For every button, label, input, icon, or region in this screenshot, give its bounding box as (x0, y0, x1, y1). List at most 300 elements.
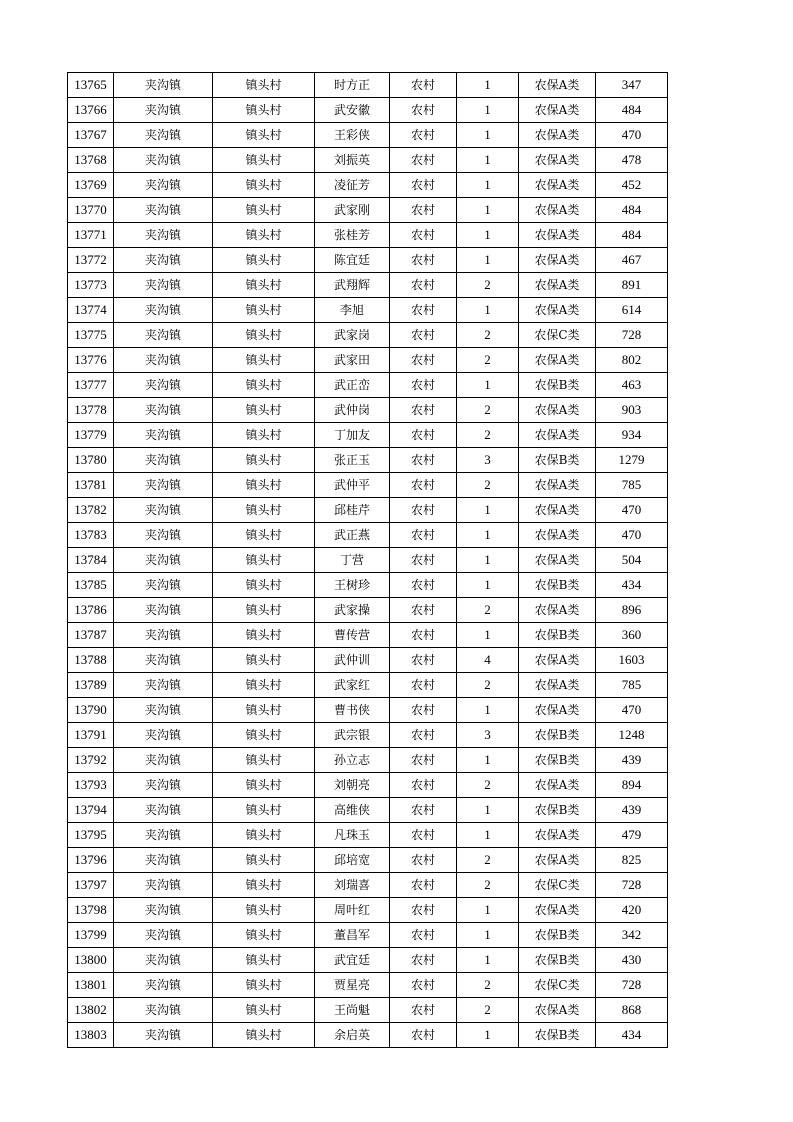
cell-town: 夹沟镇 (114, 873, 213, 898)
cell-name: 武家红 (315, 673, 390, 698)
cell-town: 夹沟镇 (114, 223, 213, 248)
cell-town: 夹沟镇 (114, 698, 213, 723)
cell-name: 邱培宽 (315, 848, 390, 873)
cell-amount: 1248 (596, 723, 668, 748)
cell-household-count: 1 (457, 73, 519, 98)
cell-amount: 470 (596, 498, 668, 523)
cell-row-id: 13796 (68, 848, 114, 873)
cell-area-type: 农村 (390, 698, 457, 723)
cell-village: 镇头村 (213, 698, 315, 723)
cell-household-count: 1 (457, 898, 519, 923)
cell-household-count: 1 (457, 123, 519, 148)
cell-area-type: 农村 (390, 598, 457, 623)
cell-household-count: 2 (457, 398, 519, 423)
cell-area-type: 农村 (390, 648, 457, 673)
cell-name: 武家操 (315, 598, 390, 623)
cell-household-count: 1 (457, 798, 519, 823)
cell-row-id: 13777 (68, 373, 114, 398)
cell-amount: 894 (596, 773, 668, 798)
cell-village: 镇头村 (213, 673, 315, 698)
cell-name: 丁营 (315, 548, 390, 573)
cell-name: 曹传营 (315, 623, 390, 648)
cell-name: 武安徽 (315, 98, 390, 123)
cell-town: 夹沟镇 (114, 898, 213, 923)
cell-name: 李旭 (315, 298, 390, 323)
table-row (68, 998, 668, 1023)
cell-area-type: 农村 (390, 448, 457, 473)
cell-insurance-category: 农保A类 (519, 998, 596, 1023)
cell-insurance-category: 农保A类 (519, 823, 596, 848)
cell-household-count: 2 (457, 873, 519, 898)
cell-town: 夹沟镇 (114, 248, 213, 273)
cell-amount: 1603 (596, 648, 668, 673)
table-row (68, 423, 668, 448)
cell-amount: 470 (596, 523, 668, 548)
table-row (68, 623, 668, 648)
cell-village: 镇头村 (213, 198, 315, 223)
cell-area-type: 农村 (390, 148, 457, 173)
table-row (68, 473, 668, 498)
cell-household-count: 4 (457, 648, 519, 673)
cell-row-id: 13774 (68, 298, 114, 323)
cell-area-type: 农村 (390, 198, 457, 223)
cell-row-id: 13794 (68, 798, 114, 823)
cell-household-count: 1 (457, 373, 519, 398)
cell-town: 夹沟镇 (114, 98, 213, 123)
cell-area-type: 农村 (390, 923, 457, 948)
cell-insurance-category: 农保A类 (519, 773, 596, 798)
cell-area-type: 农村 (390, 823, 457, 848)
cell-amount: 430 (596, 948, 668, 973)
cell-amount: 614 (596, 298, 668, 323)
table-row (68, 123, 668, 148)
cell-name: 高维侠 (315, 798, 390, 823)
cell-area-type: 农村 (390, 423, 457, 448)
cell-area-type: 农村 (390, 898, 457, 923)
cell-village: 镇头村 (213, 923, 315, 948)
cell-town: 夹沟镇 (114, 348, 213, 373)
table-row (68, 498, 668, 523)
cell-town: 夹沟镇 (114, 923, 213, 948)
cell-row-id: 13786 (68, 598, 114, 623)
cell-amount: 785 (596, 673, 668, 698)
table-row (68, 323, 668, 348)
cell-household-count: 1 (457, 548, 519, 573)
cell-village: 镇头村 (213, 573, 315, 598)
table-row (68, 448, 668, 473)
table-row (68, 298, 668, 323)
cell-household-count: 2 (457, 598, 519, 623)
data-table (67, 72, 668, 1048)
cell-area-type: 农村 (390, 1023, 457, 1048)
cell-area-type: 农村 (390, 873, 457, 898)
cell-amount: 479 (596, 823, 668, 848)
cell-area-type: 农村 (390, 273, 457, 298)
cell-town: 夹沟镇 (114, 473, 213, 498)
cell-row-id: 13797 (68, 873, 114, 898)
cell-row-id: 13791 (68, 723, 114, 748)
cell-row-id: 13779 (68, 423, 114, 448)
cell-area-type: 农村 (390, 748, 457, 773)
cell-area-type: 农村 (390, 473, 457, 498)
cell-amount: 934 (596, 423, 668, 448)
cell-area-type: 农村 (390, 948, 457, 973)
cell-village: 镇头村 (213, 373, 315, 398)
cell-village: 镇头村 (213, 623, 315, 648)
table-row (68, 273, 668, 298)
cell-household-count: 3 (457, 448, 519, 473)
cell-village: 镇头村 (213, 348, 315, 373)
cell-row-id: 13770 (68, 198, 114, 223)
cell-insurance-category: 农保A类 (519, 148, 596, 173)
table-row (68, 723, 668, 748)
cell-name: 余启英 (315, 1023, 390, 1048)
cell-amount: 434 (596, 573, 668, 598)
cell-amount: 434 (596, 1023, 668, 1048)
cell-household-count: 2 (457, 323, 519, 348)
cell-insurance-category: 农保A类 (519, 698, 596, 723)
cell-insurance-category: 农保B类 (519, 923, 596, 948)
cell-row-id: 13767 (68, 123, 114, 148)
cell-village: 镇头村 (213, 998, 315, 1023)
cell-town: 夹沟镇 (114, 423, 213, 448)
cell-village: 镇头村 (213, 398, 315, 423)
cell-amount: 868 (596, 998, 668, 1023)
cell-insurance-category: 农保A类 (519, 273, 596, 298)
cell-amount: 347 (596, 73, 668, 98)
cell-name: 孙立志 (315, 748, 390, 773)
cell-village: 镇头村 (213, 723, 315, 748)
table-row (68, 548, 668, 573)
cell-name: 武家田 (315, 348, 390, 373)
table-row (68, 73, 668, 98)
cell-household-count: 2 (457, 673, 519, 698)
cell-household-count: 2 (457, 998, 519, 1023)
cell-household-count: 2 (457, 473, 519, 498)
table-row (68, 648, 668, 673)
cell-town: 夹沟镇 (114, 573, 213, 598)
cell-row-id: 13788 (68, 648, 114, 673)
cell-household-count: 1 (457, 623, 519, 648)
cell-village: 镇头村 (213, 148, 315, 173)
cell-town: 夹沟镇 (114, 648, 213, 673)
cell-area-type: 农村 (390, 673, 457, 698)
table-row (68, 148, 668, 173)
cell-name: 周叶红 (315, 898, 390, 923)
table-row (68, 698, 668, 723)
cell-insurance-category: 农保A类 (519, 248, 596, 273)
cell-name: 刘振英 (315, 148, 390, 173)
cell-amount: 452 (596, 173, 668, 198)
cell-area-type: 农村 (390, 98, 457, 123)
table-row (68, 223, 668, 248)
cell-name: 王彩侠 (315, 123, 390, 148)
cell-village: 镇头村 (213, 323, 315, 348)
cell-town: 夹沟镇 (114, 273, 213, 298)
table-row (68, 573, 668, 598)
cell-area-type: 农村 (390, 398, 457, 423)
cell-household-count: 2 (457, 423, 519, 448)
cell-household-count: 1 (457, 573, 519, 598)
cell-area-type: 农村 (390, 798, 457, 823)
cell-village: 镇头村 (213, 223, 315, 248)
cell-amount: 342 (596, 923, 668, 948)
cell-amount: 728 (596, 323, 668, 348)
cell-town: 夹沟镇 (114, 523, 213, 548)
cell-name: 武仲岗 (315, 398, 390, 423)
cell-row-id: 13771 (68, 223, 114, 248)
cell-household-count: 1 (457, 98, 519, 123)
cell-insurance-category: 农保B类 (519, 948, 596, 973)
cell-name: 刘朝亮 (315, 773, 390, 798)
cell-amount: 439 (596, 748, 668, 773)
table-row (68, 398, 668, 423)
cell-insurance-category: 农保A类 (519, 223, 596, 248)
table-row (68, 873, 668, 898)
cell-village: 镇头村 (213, 773, 315, 798)
cell-household-count: 2 (457, 773, 519, 798)
cell-name: 武正燕 (315, 523, 390, 548)
cell-village: 镇头村 (213, 823, 315, 848)
cell-row-id: 13765 (68, 73, 114, 98)
cell-name: 贾星亮 (315, 973, 390, 998)
table-row (68, 373, 668, 398)
cell-amount: 891 (596, 273, 668, 298)
cell-household-count: 1 (457, 948, 519, 973)
cell-row-id: 13785 (68, 573, 114, 598)
cell-insurance-category: 农保C类 (519, 323, 596, 348)
cell-insurance-category: 农保B类 (519, 373, 596, 398)
cell-row-id: 13782 (68, 498, 114, 523)
cell-household-count: 2 (457, 348, 519, 373)
cell-town: 夹沟镇 (114, 823, 213, 848)
cell-village: 镇头村 (213, 473, 315, 498)
cell-name: 董昌军 (315, 923, 390, 948)
cell-name: 武宜廷 (315, 948, 390, 973)
cell-insurance-category: 农保A类 (519, 198, 596, 223)
cell-insurance-category: 农保A类 (519, 173, 596, 198)
cell-name: 武仲训 (315, 648, 390, 673)
cell-insurance-category: 农保A类 (519, 298, 596, 323)
cell-village: 镇头村 (213, 873, 315, 898)
cell-town: 夹沟镇 (114, 948, 213, 973)
cell-village: 镇头村 (213, 423, 315, 448)
table-body (68, 73, 668, 1048)
cell-village: 镇头村 (213, 973, 315, 998)
cell-name: 丁加友 (315, 423, 390, 448)
cell-town: 夹沟镇 (114, 148, 213, 173)
cell-village: 镇头村 (213, 98, 315, 123)
cell-amount: 903 (596, 398, 668, 423)
cell-area-type: 农村 (390, 773, 457, 798)
cell-name: 刘瑞喜 (315, 873, 390, 898)
cell-amount: 728 (596, 873, 668, 898)
cell-insurance-category: 农保A类 (519, 898, 596, 923)
cell-name: 武宗银 (315, 723, 390, 748)
table-row (68, 198, 668, 223)
table-row (68, 673, 668, 698)
cell-village: 镇头村 (213, 248, 315, 273)
cell-row-id: 13800 (68, 948, 114, 973)
cell-amount: 484 (596, 223, 668, 248)
cell-village: 镇头村 (213, 648, 315, 673)
cell-name: 凡珠玉 (315, 823, 390, 848)
cell-village: 镇头村 (213, 798, 315, 823)
cell-area-type: 农村 (390, 248, 457, 273)
cell-name: 曹书侠 (315, 698, 390, 723)
cell-amount: 470 (596, 123, 668, 148)
table-row (68, 348, 668, 373)
cell-insurance-category: 农保A类 (519, 423, 596, 448)
cell-town: 夹沟镇 (114, 748, 213, 773)
cell-insurance-category: 农保C类 (519, 973, 596, 998)
cell-amount: 478 (596, 148, 668, 173)
cell-village: 镇头村 (213, 173, 315, 198)
cell-area-type: 农村 (390, 348, 457, 373)
cell-insurance-category: 农保B类 (519, 448, 596, 473)
cell-village: 镇头村 (213, 548, 315, 573)
table-row (68, 773, 668, 798)
cell-area-type: 农村 (390, 848, 457, 873)
cell-town: 夹沟镇 (114, 973, 213, 998)
cell-town: 夹沟镇 (114, 398, 213, 423)
cell-village: 镇头村 (213, 748, 315, 773)
cell-insurance-category: 农保A类 (519, 848, 596, 873)
cell-town: 夹沟镇 (114, 673, 213, 698)
cell-row-id: 13776 (68, 348, 114, 373)
cell-row-id: 13801 (68, 973, 114, 998)
cell-row-id: 13772 (68, 248, 114, 273)
cell-row-id: 13793 (68, 773, 114, 798)
cell-insurance-category: 农保A类 (519, 598, 596, 623)
cell-amount: 439 (596, 798, 668, 823)
cell-row-id: 13799 (68, 923, 114, 948)
table-row (68, 248, 668, 273)
cell-village: 镇头村 (213, 73, 315, 98)
cell-town: 夹沟镇 (114, 623, 213, 648)
cell-town: 夹沟镇 (114, 723, 213, 748)
cell-town: 夹沟镇 (114, 798, 213, 823)
cell-row-id: 13766 (68, 98, 114, 123)
cell-village: 镇头村 (213, 1023, 315, 1048)
cell-village: 镇头村 (213, 948, 315, 973)
cell-insurance-category: 农保A类 (519, 73, 596, 98)
cell-amount: 463 (596, 373, 668, 398)
cell-insurance-category: 农保B类 (519, 748, 596, 773)
table-row (68, 173, 668, 198)
cell-household-count: 1 (457, 248, 519, 273)
cell-amount: 420 (596, 898, 668, 923)
cell-village: 镇头村 (213, 273, 315, 298)
cell-town: 夹沟镇 (114, 448, 213, 473)
cell-town: 夹沟镇 (114, 298, 213, 323)
table-row (68, 973, 668, 998)
cell-amount: 504 (596, 548, 668, 573)
cell-village: 镇头村 (213, 123, 315, 148)
cell-name: 武家岗 (315, 323, 390, 348)
cell-insurance-category: 农保A类 (519, 98, 596, 123)
cell-village: 镇头村 (213, 523, 315, 548)
cell-row-id: 13803 (68, 1023, 114, 1048)
cell-village: 镇头村 (213, 848, 315, 873)
cell-insurance-category: 农保A类 (519, 348, 596, 373)
cell-town: 夹沟镇 (114, 773, 213, 798)
cell-row-id: 13773 (68, 273, 114, 298)
table-row (68, 848, 668, 873)
cell-area-type: 农村 (390, 548, 457, 573)
cell-area-type: 农村 (390, 298, 457, 323)
cell-row-id: 13792 (68, 748, 114, 773)
cell-amount: 802 (596, 348, 668, 373)
table-row (68, 523, 668, 548)
cell-area-type: 农村 (390, 998, 457, 1023)
cell-household-count: 1 (457, 1023, 519, 1048)
cell-household-count: 2 (457, 848, 519, 873)
cell-amount: 484 (596, 198, 668, 223)
cell-amount: 896 (596, 598, 668, 623)
table-row (68, 923, 668, 948)
cell-amount: 728 (596, 973, 668, 998)
cell-row-id: 13768 (68, 148, 114, 173)
table-row (68, 798, 668, 823)
cell-name: 王尚魁 (315, 998, 390, 1023)
cell-village: 镇头村 (213, 598, 315, 623)
table-row (68, 748, 668, 773)
cell-row-id: 13769 (68, 173, 114, 198)
cell-household-count: 1 (457, 748, 519, 773)
cell-household-count: 1 (457, 698, 519, 723)
cell-area-type: 农村 (390, 523, 457, 548)
cell-insurance-category: 农保B类 (519, 798, 596, 823)
cell-name: 时方正 (315, 73, 390, 98)
cell-household-count: 1 (457, 173, 519, 198)
cell-name: 凌征芳 (315, 173, 390, 198)
cell-household-count: 1 (457, 223, 519, 248)
cell-village: 镇头村 (213, 298, 315, 323)
cell-area-type: 农村 (390, 723, 457, 748)
cell-area-type: 农村 (390, 323, 457, 348)
cell-name: 武仲平 (315, 473, 390, 498)
cell-insurance-category: 农保C类 (519, 873, 596, 898)
cell-row-id: 13780 (68, 448, 114, 473)
cell-insurance-category: 农保A类 (519, 548, 596, 573)
cell-insurance-category: 农保B类 (519, 1023, 596, 1048)
cell-name: 陈宜廷 (315, 248, 390, 273)
cell-amount: 1279 (596, 448, 668, 473)
cell-name: 武正峦 (315, 373, 390, 398)
cell-town: 夹沟镇 (114, 848, 213, 873)
cell-town: 夹沟镇 (114, 373, 213, 398)
cell-village: 镇头村 (213, 898, 315, 923)
cell-household-count: 1 (457, 498, 519, 523)
table-row (68, 948, 668, 973)
cell-amount: 467 (596, 248, 668, 273)
cell-area-type: 农村 (390, 223, 457, 248)
cell-household-count: 1 (457, 148, 519, 173)
cell-household-count: 1 (457, 923, 519, 948)
cell-household-count: 3 (457, 723, 519, 748)
cell-household-count: 2 (457, 273, 519, 298)
cell-amount: 470 (596, 698, 668, 723)
cell-household-count: 1 (457, 523, 519, 548)
cell-insurance-category: 农保B类 (519, 573, 596, 598)
cell-area-type: 农村 (390, 373, 457, 398)
table-row (68, 98, 668, 123)
cell-insurance-category: 农保A类 (519, 473, 596, 498)
cell-town: 夹沟镇 (114, 498, 213, 523)
cell-town: 夹沟镇 (114, 323, 213, 348)
cell-row-id: 13798 (68, 898, 114, 923)
